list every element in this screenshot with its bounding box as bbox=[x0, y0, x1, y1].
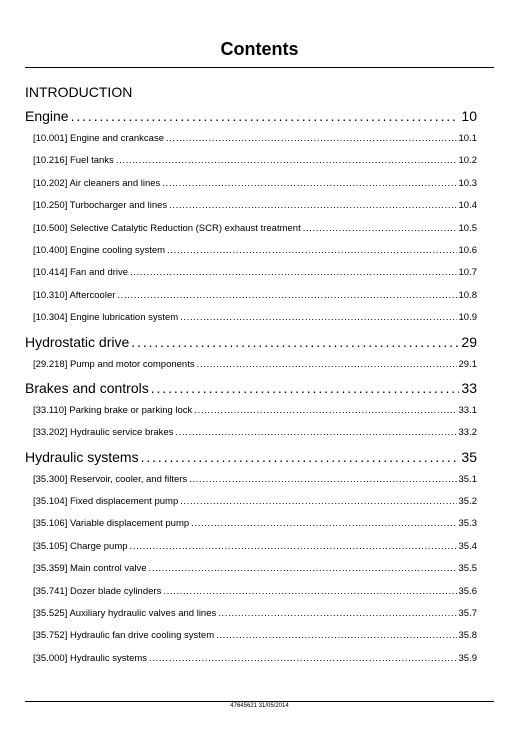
toc-entry-label: [35.359] Main control valve bbox=[33, 563, 147, 575]
dot-leader bbox=[216, 625, 456, 647]
dot-leader bbox=[130, 262, 456, 284]
toc-entry[interactable] bbox=[25, 307, 477, 329]
dot-leader bbox=[169, 195, 456, 217]
toc-entry[interactable] bbox=[25, 354, 477, 376]
toc-entry[interactable] bbox=[25, 422, 477, 444]
toc-entry[interactable] bbox=[25, 173, 477, 195]
top-divider bbox=[25, 67, 494, 68]
toc-entry-page: 35.2 bbox=[458, 496, 477, 508]
toc-entry-page: 10.6 bbox=[458, 244, 477, 256]
toc-entry-page: 10.9 bbox=[458, 312, 477, 324]
toc-entry-label: [33.110] Parking brake or parking lock bbox=[33, 404, 193, 416]
toc-entry[interactable] bbox=[25, 603, 477, 625]
toc-entry[interactable] bbox=[25, 648, 477, 670]
toc-entry[interactable] bbox=[25, 150, 477, 172]
bottom-divider bbox=[25, 701, 494, 702]
table-of-contents bbox=[25, 104, 477, 670]
toc-entry-label: [10.001] Engine and crankcase bbox=[33, 133, 164, 144]
dot-leader bbox=[197, 354, 457, 376]
dot-leader bbox=[130, 536, 457, 558]
toc-entry-label: [35.104] Fixed displacement pump bbox=[33, 496, 179, 508]
toc-introduction[interactable]: INTRODUCTION bbox=[25, 84, 133, 100]
dot-leader bbox=[162, 173, 456, 195]
toc-entry-page: 35.1 bbox=[458, 473, 477, 485]
toc-section-title: Hydrostatic drive bbox=[25, 333, 130, 350]
toc-entry-page: 10.5 bbox=[458, 222, 477, 234]
toc-section-title: Engine bbox=[25, 108, 69, 124]
toc-entry-label: [35.525] Auxiliary hydraulic valves and lines bbox=[33, 608, 217, 620]
toc-entry-page: 35.3 bbox=[458, 518, 477, 530]
toc-section-page: 33 bbox=[461, 379, 477, 396]
toc-entry-page: 10.4 bbox=[458, 200, 477, 212]
toc-entry[interactable] bbox=[25, 581, 477, 603]
dot-leader bbox=[191, 513, 456, 535]
toc-entry-page: 35.6 bbox=[458, 585, 477, 597]
dot-leader bbox=[116, 150, 457, 172]
toc-entry-label: [10.250] Turbocharger and lines bbox=[33, 200, 168, 212]
toc-entry[interactable] bbox=[25, 400, 477, 422]
toc-entry-page: 33.1 bbox=[458, 404, 477, 416]
toc-entry-label: [10.216] Fuel tanks bbox=[33, 155, 114, 167]
toc-entry[interactable] bbox=[25, 195, 477, 217]
dot-leader bbox=[141, 445, 460, 469]
toc-entry-label: [35.752] Hydraulic fan drive cooling system bbox=[33, 630, 215, 642]
dot-leader bbox=[194, 400, 456, 422]
toc-entry-page: 35.7 bbox=[458, 608, 477, 620]
dot-leader bbox=[163, 581, 456, 603]
toc-entry[interactable] bbox=[25, 128, 477, 150]
toc-entry-page: 10.7 bbox=[458, 267, 477, 279]
toc-entry[interactable] bbox=[25, 285, 477, 307]
toc-entry-label: [33.202] Hydraulic service brakes bbox=[33, 427, 174, 439]
dot-leader bbox=[180, 307, 456, 329]
dot-leader bbox=[303, 218, 457, 240]
toc-section[interactable] bbox=[25, 376, 477, 400]
toc-entry-page: 10.1 bbox=[458, 133, 477, 144]
toc-entry[interactable] bbox=[25, 625, 477, 647]
toc-entry-label: [29.218] Pump and motor components bbox=[33, 358, 195, 370]
dot-leader bbox=[166, 128, 457, 150]
dot-leader bbox=[218, 603, 456, 625]
toc-section[interactable] bbox=[25, 104, 477, 128]
toc-entry-label: [10.304] Engine lubrication system bbox=[33, 312, 179, 324]
toc-section-page: 29 bbox=[461, 333, 477, 350]
toc-section-page: 10 bbox=[461, 108, 477, 124]
toc-entry[interactable] bbox=[25, 558, 477, 580]
dot-leader bbox=[189, 469, 456, 491]
toc-entry[interactable] bbox=[25, 262, 477, 284]
toc-entry-page: 10.2 bbox=[458, 155, 477, 167]
toc-entry-label: [10.202] Air cleaners and lines bbox=[33, 177, 161, 189]
toc-section-title: Brakes and controls bbox=[25, 379, 149, 396]
toc-section[interactable] bbox=[25, 445, 477, 469]
page-title: Contents bbox=[220, 39, 299, 59]
toc-entry-label: [35.105] Charge pump bbox=[33, 540, 128, 552]
toc-entry[interactable] bbox=[25, 240, 477, 262]
dot-leader bbox=[175, 422, 456, 444]
toc-entry[interactable] bbox=[25, 513, 477, 535]
toc-entry-label: [10.500] Selective Catalytic Reduction (SCR) exhaust treatment bbox=[33, 222, 301, 234]
toc-entry-page: 10.3 bbox=[458, 177, 477, 189]
toc-entry-label: [35.106] Variable displacement pump bbox=[33, 518, 190, 530]
toc-entry-page: 35.8 bbox=[458, 630, 477, 642]
dot-leader bbox=[167, 240, 456, 262]
dot-leader bbox=[151, 376, 460, 400]
toc-section-page: 35 bbox=[461, 448, 477, 465]
toc-entry-page: 35.9 bbox=[458, 652, 477, 664]
dot-leader bbox=[117, 285, 456, 307]
toc-entry-page: 33.2 bbox=[458, 427, 477, 439]
toc-entry-label: [10.400] Engine cooling system bbox=[33, 244, 166, 256]
toc-entry-label: [10.414] Fan and drive bbox=[33, 267, 129, 279]
toc-entry-page: 10.8 bbox=[458, 289, 477, 301]
page-footer: 47645621 31/05/2014 bbox=[230, 703, 289, 709]
toc-entry-label: [35.300] Reservoir, cooler, and filters bbox=[33, 473, 188, 485]
toc-entry[interactable] bbox=[25, 536, 477, 558]
toc-entry-page: 35.5 bbox=[458, 563, 477, 575]
toc-entry-label: [10.310] Aftercooler bbox=[33, 289, 116, 301]
toc-entry[interactable] bbox=[25, 491, 477, 513]
dot-leader bbox=[149, 648, 456, 670]
dot-leader bbox=[71, 104, 460, 128]
toc-entry[interactable] bbox=[25, 218, 477, 240]
dot-leader bbox=[180, 491, 456, 513]
toc-entry-label: [35.000] Hydraulic systems bbox=[33, 652, 148, 664]
toc-entry-page: 35.4 bbox=[458, 540, 477, 552]
toc-entry-page: 29.1 bbox=[458, 358, 477, 370]
toc-section[interactable] bbox=[25, 330, 477, 354]
toc-entry-label: [35.741] Dozer blade cylinders bbox=[33, 585, 162, 597]
toc-section-title: Hydraulic systems bbox=[25, 448, 139, 465]
dot-leader bbox=[149, 558, 457, 580]
dot-leader bbox=[131, 330, 459, 354]
toc-entry[interactable] bbox=[25, 469, 477, 491]
